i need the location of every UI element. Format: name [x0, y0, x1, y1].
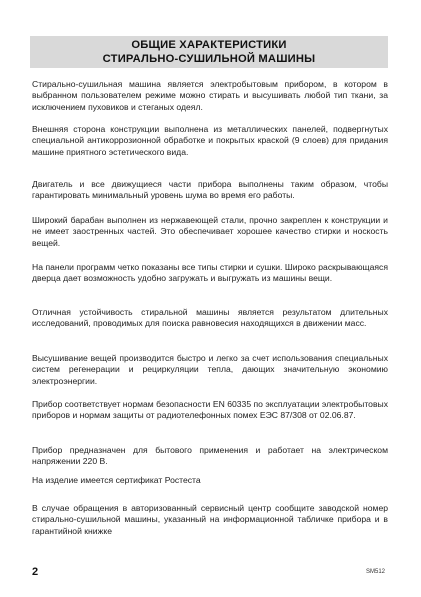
- paragraph-safety-norms: Прибор соответствует нормам безопасности EN 60335 по эксплуатации электробытовых приборов и нормам защиты от радиотелефонных помех ЕЭС 87/308 от 02.06.87.: [32, 399, 388, 421]
- paragraph-control-panel: На панели программ четко показаны все типы стирки и сушки. Широко раскрывающаяся дверца дает возможность удобно загружать и выгружать из машины вещи.: [32, 262, 388, 284]
- paragraph-stability: Отличная устойчивость стиральной машины является результатом длительных исследований, проводимых для поиска равновесия находящихся в движении масс.: [32, 307, 388, 329]
- paragraph-voltage: Прибор предназначен для бытового применения и работает на электрическом напряжении 220 В.: [32, 445, 388, 467]
- paragraph-drum: Широкий барабан выполнен из нержавеющей стали, прочно закреплен к конструкции и не имеет заостренных частей. Это обеспечивает хорошее качество стирки и носкость вещей.: [32, 215, 388, 248]
- section-title: [30, 36, 388, 68]
- paragraph-motor: Двигатель и все движущиеся части прибора выполнены таким образом, чтобы гарантировать минимальный уровень шума во время его работы.: [32, 179, 388, 201]
- document-code: SM512: [366, 569, 386, 575]
- paragraph-service: В случае обращения в авторизованный сервисный центр сообщите заводской номер стирально-сушильной машины, указанный на информационной табличке прибора и в гарантийной книжке: [32, 503, 388, 536]
- paragraph-purpose: Стирально-сушильная машина является электробытовым прибором, в котором в выбранном пользователем режиме можно стирать и высушивать любой тип ткани, за исключением пуховиков и стеганых одеял.: [32, 79, 388, 112]
- section-title-line-2: СТИРАЛЬНО-СУШИЛЬНОЙ МАШИНЫ: [102, 53, 316, 65]
- paragraph-drying: Высушивание вещей производится быстро и легко за счет использования специальных систем регенерации и рециркуляции тепла, дающих значительную экономию электроэнергии.: [32, 353, 388, 386]
- page-number: 2: [32, 566, 39, 578]
- paragraph-certificate: На изделие имеется сертификат Ростеста: [32, 475, 201, 485]
- section-title-line-1: ОБЩИЕ ХАРАКТЕРИСТИКИ: [131, 39, 287, 51]
- paragraph-exterior: Внешняя сторона конструкции выполнена из металлических панелей, подвергнутых специальной антикоррозионной обработке и покрытых краской (9 слоев) для придания машине приятного эстетического вида.: [32, 124, 388, 157]
